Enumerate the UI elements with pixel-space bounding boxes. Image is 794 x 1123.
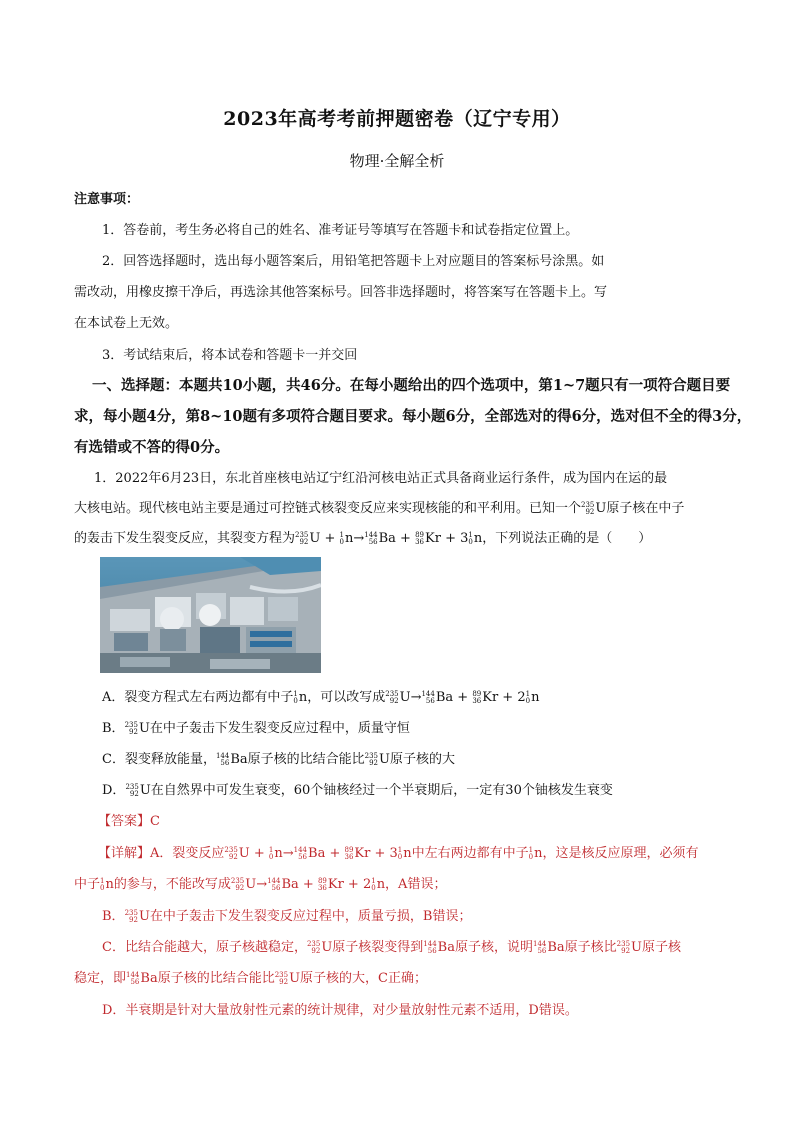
section-heading-line2: 求，每小题4分，第8~10题有多项符合题目要求。每小题6分，全部选对的得6分，选对但不全的得3分，: [74, 408, 752, 425]
question-1-line1: 1．2022年6月23日，东北首座核电站辽宁红沿河核电站正式具备商业运行条件，成为国内在运的最: [94, 471, 668, 486]
question-1-line2: 大核电站。现代核电站主要是通过可控链式核裂变反应来实现核能的和平利用。已知一个 235 92 U原子核在中子: [74, 500, 685, 516]
option-d: D． 235 92 U在自然界中可发生衰变，60个铀核经过一个半衰期后，一定有30个铀核发生衰变: [102, 782, 613, 798]
explain-line6: D．半衰期是针对大量放射性元素的统计规律，对少量放射性元素不适用，D错误。: [102, 1003, 578, 1018]
explain-line4: C．比结合能越大，原子核越稳定， 235 92 U原子核裂变得到 144 56 Ba原子核，说明 144 56 Ba原子核比 235 92 U原子核: [102, 939, 682, 955]
isotope-u235: 235 92: [581, 500, 595, 516]
nuclear-plant-illustration: [100, 557, 321, 673]
question-1-line3: 的轰击下发生裂变反应，其裂变方程为 235 92 U + 1 0 n→ 144 56 Ba + 89 36 Kr + 3 1 0 n，下列说法正确的是（ ）: [74, 530, 652, 546]
explain-line3: B． 235 92 U在中子轰击下发生裂变反应过程中，质量亏损，B错误；: [102, 908, 472, 924]
nuclear-power-plant-photo: [100, 557, 321, 673]
option-b: B． 235 92 U在中子轰击下发生裂变反应过程中，质量守恒: [102, 720, 410, 736]
explain-line2: 中子 1 0 n的参与，不能改写成 235 92 U→ 144 56 Ba + 89 36 Kr + 2 1 0 n，A错误；: [74, 876, 447, 892]
answer-label: 【答案】: [98, 814, 151, 829]
section-heading-line3: 有选错或不答的得0分。: [74, 439, 230, 456]
notice-item-2-line2: 需改动，用橡皮擦干净后，再选涂其他答案标号。回答非选择题时，将答案写在答题卡上。写: [74, 285, 608, 300]
page-title: 2023年高考考前押题密卷（辽宁专用）: [223, 108, 571, 130]
answer-line: [98, 810, 160, 829]
explain-line5: 稳定，即 144 56 Ba原子核的比结合能比 235 92 U原子核的大，C正确；: [74, 970, 427, 986]
notice-item-1: 1．答卷前，考生务必将自己的姓名、准考证号等填写在答题卡和试卷指定位置上。: [102, 223, 579, 238]
notice-heading: 注意事项：: [74, 192, 140, 207]
option-c: C．裂变释放能量， 144 56 Ba原子核的比结合能比 235 92 U原子核的大: [102, 751, 455, 767]
notice-item-2-line1: 2．回答选择题时，选出每小题答案后，用铅笔把答题卡上对应题目的答案标号涂黑。如: [102, 254, 605, 269]
section-heading-line1: 一、选择题：本题共10小题，共46分。在每小题给出的四个选项中，第1~7题只有一项符合题目要: [92, 377, 731, 394]
page-subtitle: 物理·全解全析: [349, 152, 445, 170]
option-a: A．裂变方程式左右两边都有中子 1 0 n，可以改写成 235 92 U→ 144 56 Ba + 89 36 Kr + 2 1 0 n: [102, 689, 540, 705]
notice-item-2-line3: 在本试卷上无效。: [74, 316, 179, 331]
notice-item-3: 3．考试结束后，将本试卷和答题卡一并交回: [102, 348, 358, 363]
answer-value: C: [150, 814, 160, 829]
explain-label: 【详解】: [98, 846, 151, 861]
explain-line1: 【详解】A．裂变反应 235 92 U + 1 0 n→ 144 56 Ba + 89 36 Kr + 3 1 0 n中左右两边都有中子 1 0 n，这是核反应原理，必须有: [98, 845, 699, 861]
